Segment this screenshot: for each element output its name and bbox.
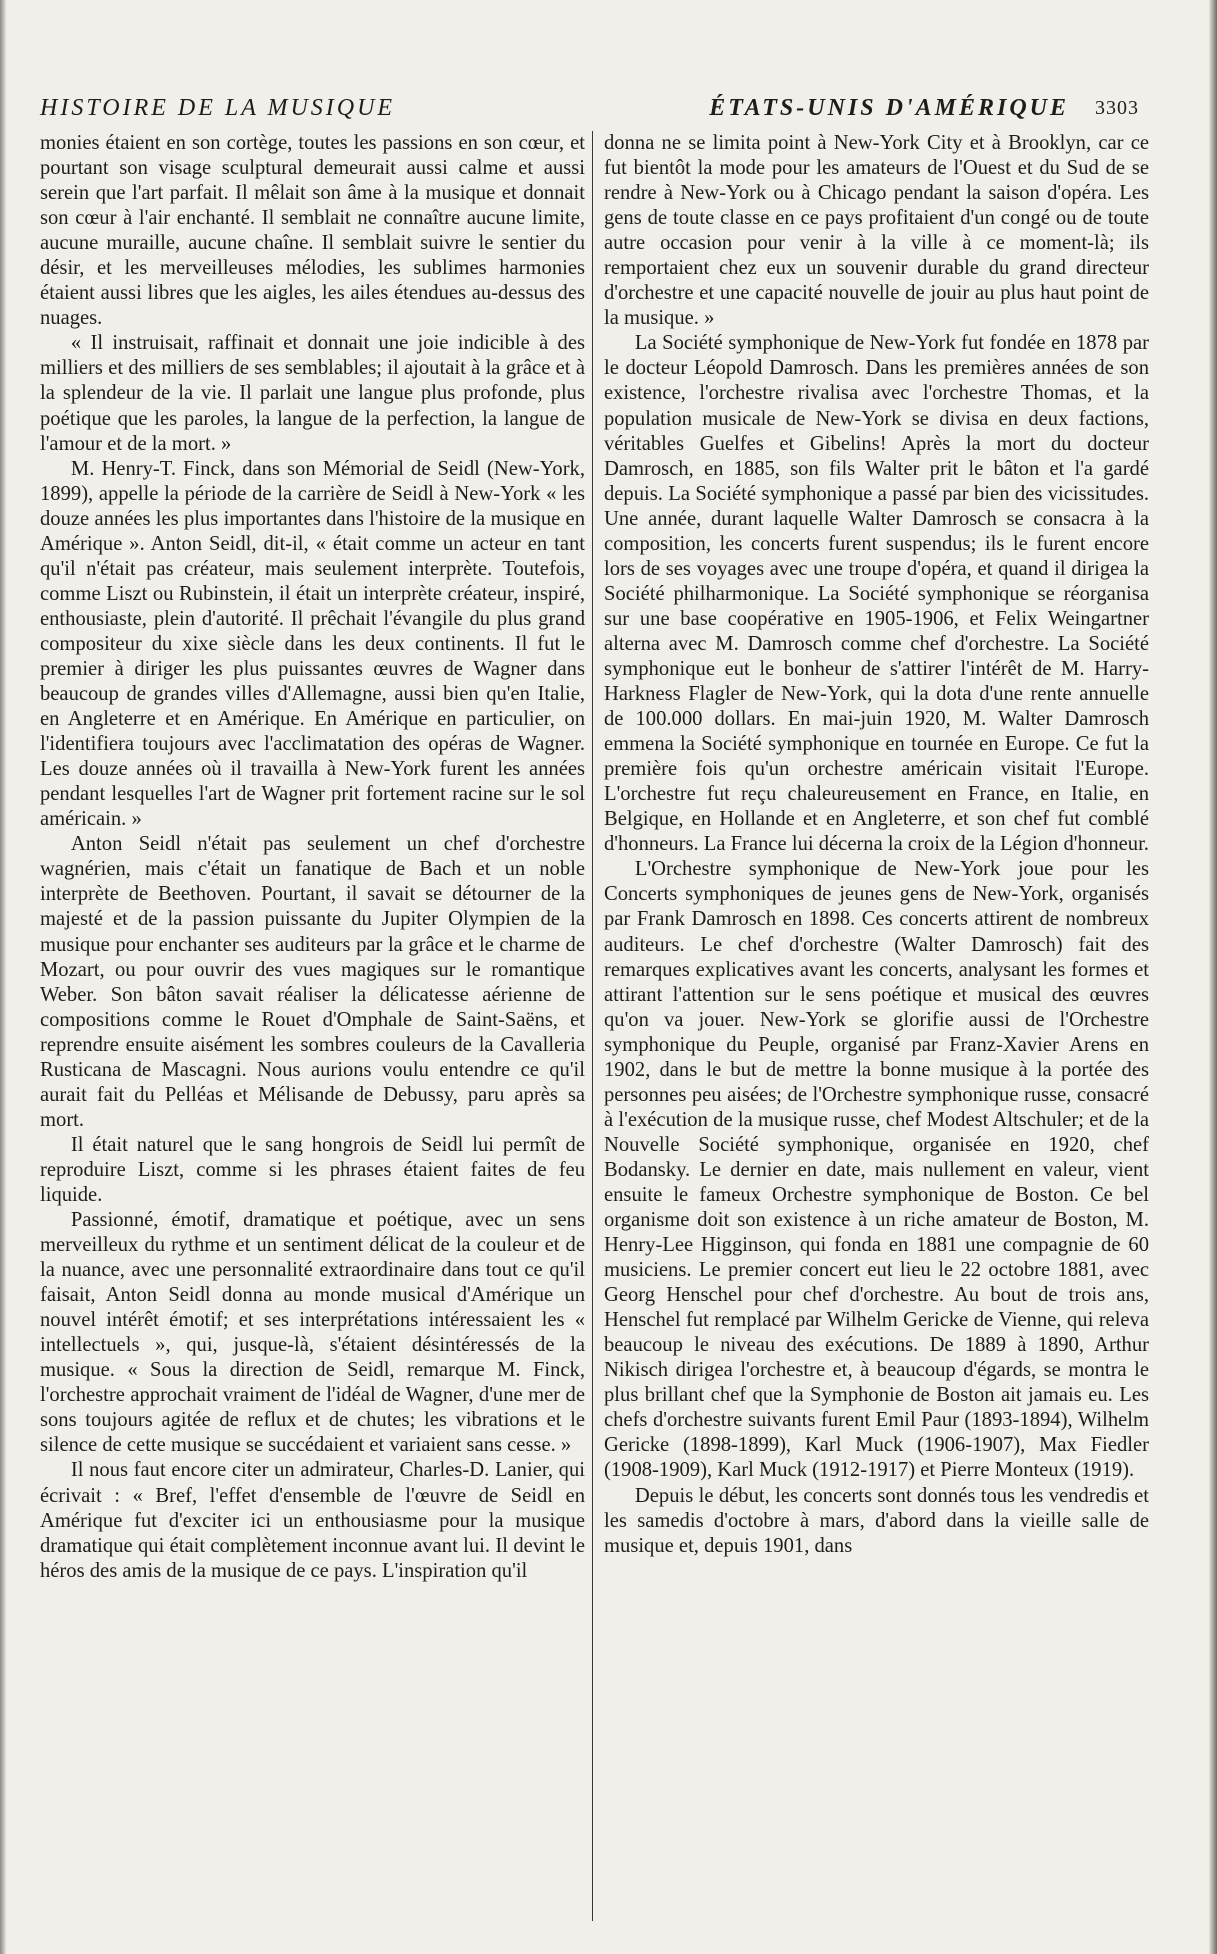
paragraph: monies étaient en son cortège, toutes les passions en son cœur, et pourtant son visage sculptural demeurait aussi calme et aussi serein que l'art parfait. Il mêlait son âme à la musique et donnait son cœur à l'air enchanté. Il semblait ne connaître aucune limite, aucune muraille, aucune chaîne. Il semblait suivre le sentier du désir, et les merveilleuses mélodies, les sublimes harmonies étaient aussi libres que les aigles, les ailes étendues au-dessus des nuages. (40, 132, 585, 330)
page-edge-shadow-right (1209, 0, 1217, 1954)
paragraph: Passionné, émotif, dramatique et poétique, avec un sens merveilleux du rythme et un sentiment délicat de la couleur et de la nuance, avec une personnalité extraordinaire dans tout ce qu'il faisait, Anton Seidl donna au monde musical d'Amérique un nouvel intérêt émotif; et ses interprétations intéressaient les « intellectuels », qui, jusque-là, s'étaient désintéressés de la musique. « Sous la direction de Seidl, remarque M. Finck, l'orchestre approchait vraiment de l'idéal de Wagner, d'une mer de sons toujours agitée de reflux et de chutes; les vibrations et le silence de cette musique se succédaient et variaient sans cesse. » (40, 1209, 585, 1457)
right-column (604, 131, 1149, 1559)
paragraph: La Société symphonique de New-York fut fondée en 1878 par le docteur Léopold Damrosch. Dans les premières années de son existence, l'orchestre rivalisa avec l'orchestre Thomas, et la population musicale de New-York se divisa en deux factions, véritables Guelfes et Gibelins! Après la mort du docteur Damrosch, en 1885, son fils Walter prit le bâton et l'a gardé depuis. La Société symphonique a passé par bien des vicissitudes. Une année, durant laquelle Walter Damrosch se consacra à la composition, les concerts furent suspendus; ils le furent encore lors de ses voyages avec une troupe d'opéra, et quand il dirigea la Société philharmonique. La Société symphonique se réorganisa sur une base coopérative en 1905-1906, et Felix Weingartner alterna avec M. Damrosch comme chef d'orchestre. La Société symphonique eut le bonheur de s'attirer l'intérêt de M. Harry-Harkness Flagler de New-York, qui la dota d'une rente annuelle de 100.000 dollars. En mai-juin 1920, M. Walter Damrosch emmena la Société symphonique en tournée en Europe. Ce fut la première fois qu'un orchestre américain visitait l'Europe. L'orchestre fut reçu chaleureusement en France, en Italie, en Belgique, en Hollande et en Angleterre, et son chef fut comblé d'honneurs. La France lui décerna la croix de la Légion d'honneur. (604, 332, 1149, 856)
running-header (40, 95, 1139, 125)
header-section-title: ÉTATS-UNIS D'AMÉRIQUE (709, 95, 1069, 121)
page-edge-shadow-left (0, 0, 6, 1954)
header-book-title: HISTOIRE DE LA MUSIQUE (40, 95, 396, 121)
paragraph: « Il instruisait, raffinait et donnait une joie indicible à des milliers et des milliers de ses semblables; il ajoutait à la grâce et à la splendeur de la vie. Il parlait une langue plus profonde, plus poétique que les paroles, la langue de la perfection, la langue de l'amour et de la mort. » (40, 332, 585, 455)
paragraph: Anton Seidl n'était pas seulement un chef d'orchestre wagnérien, mais c'était un fanatique de Bach et un noble interprète de Beethoven. Pourtant, il savait se détourner de la majesté et de la passion puissante du Jupiter Olympien de la musique pour enchanter ses auditeurs par la grâce et le charme de Mozart, ou pour ouvrir des vues magiques sur le romantique Weber. Son bâton savait réaliser la délicatesse aérienne de compositions comme le Rouet d'Omphale de Saint-Saëns, et reprendre ensuite aisément les sombres couleurs de la Cavalleria Rusticana de Mascagni. Nous aurions voulu entendre ce qu'il aurait fait du Pelléas et Mélisande de Debussy, paru après sa mort. (40, 833, 585, 1131)
left-column (40, 131, 585, 1584)
paragraph: M. Henry-T. Finck, dans son Mémorial de Seidl (New-York, 1899), appelle la période de la carrière de Seidl à New-York « les douze années les plus importantes dans l'histoire de la musique en Amérique ». Anton Seidl, dit-il, « était comme un acteur en tant qu'il n'était pas créateur, mais seulement interprète. Toutefois, comme Liszt ou Rubinstein, il était un interprète créateur, inspiré, enthousiaste, plein d'autorité. Il prêchait l'évangile du plus grand compositeur du xixe siècle dans les deux continents. Il fut le premier à diriger les plus puissantes œuvres de Wagner dans beaucoup de grandes villes d'Allemagne, aussi bien qu'en Italie, en Angleterre et en Amérique. En Amérique en particulier, on l'identifiera toujours avec l'acclimatation des opéras de Wagner. Les douze années où il travailla à New-York furent les années pendant lesquelles l'art de Wagner prit fortement racine sur le sol américain. » (40, 457, 585, 831)
paragraph: Il nous faut encore citer un admirateur, Charles-D. Lanier, qui écrivait : « Bref, l'effet d'ensemble de l'œuvre de Seidl en Amérique fut d'exciter ici un enthousiasme pour la musique dramatique qui était complètement inconnue avant lui. Il devint le héros des amis de la musique de ce pays. L'inspiration qu'il (40, 1459, 585, 1582)
paragraph: Depuis le début, les concerts sont donnés tous les vendredis et les samedis d'octobre à mars, d'abord dans la vieille salle de musique et, depuis 1901, dans (604, 1484, 1149, 1557)
page-number: 3303 (1095, 97, 1139, 119)
paragraph: L'Orchestre symphonique de New-York joue pour les Concerts symphoniques de jeunes gens de New-York, organisés par Frank Damrosch en 1898. Ces concerts attirent de nombreux auditeurs. Le chef d'orchestre (Walter Damrosch) fait des remarques explicatives avant les concerts, analysant les formes et attirant l'attention sur le sens poétique et musical des œuvres qu'on va jouer. New-York se glorifie aussi de l'Orchestre symphonique du Peuple, organisé par Franz-Xavier Arens en 1902, dans le but de mettre la bonne musique à la portée des personnes peu aisées; de l'Orchestre symphonique russe, consacré à l'exécution de la musique russe, chef Modest Altschuler; et de la Nouvelle Société symphonique, organisée en 1920, chef Bodansky. Le dernier en date, mais nullement en valeur, vient ensuite le fameux Orchestre symphonique de Boston. Ce bel organisme doit son existence à un riche amateur de Boston, M. Henry-Lee Higginson, qui fonda en 1881 une compagnie de 60 musiciens. Le premier concert eut lieu le 22 octobre 1881, avec Georg Henschel pour chef d'orchestre. Au bout de trois ans, Henschel fut remplacé par Wilhelm Gericke de Vienne, qui releva beaucoup le niveau des exécutions. De 1889 à 1890, Arthur Nikisch dirigea l'orchestre et, à beaucoup d'égards, se montra le plus brillant chef que la Symphonie de Boston ait jamais eu. Les chefs d'orchestre suivants furent Emil Paur (1893-1894), Wilhelm Gericke (1898-1899), Karl Muck (1906-1907), Max Fiedler (1908-1909), Karl Muck (1912-1917) et Pierre Monteux (1919). (604, 858, 1149, 1482)
paragraph: donna ne se limita point à New-York City et à Brooklyn, car ce fut bientôt la mode pour les amateurs de l'Ouest et du Sud de se rendre à New-York ou à Chicago pendant la saison d'opéra. Les gens de toute classe en ce pays profitaient d'un congé ou de toute autre occasion pour venir à la ville à ce moment-là; ils remportaient chez eux un souvenir durable du grand directeur d'orchestre et une capacité nouvelle de jouir au plus haut point de la musique. » (604, 132, 1149, 330)
paragraph: Il était naturel que le sang hongrois de Seidl lui permît de reproduire Liszt, comme si les phrases étaient faites de feu liquide. (40, 1133, 585, 1206)
column-divider (592, 131, 593, 1921)
